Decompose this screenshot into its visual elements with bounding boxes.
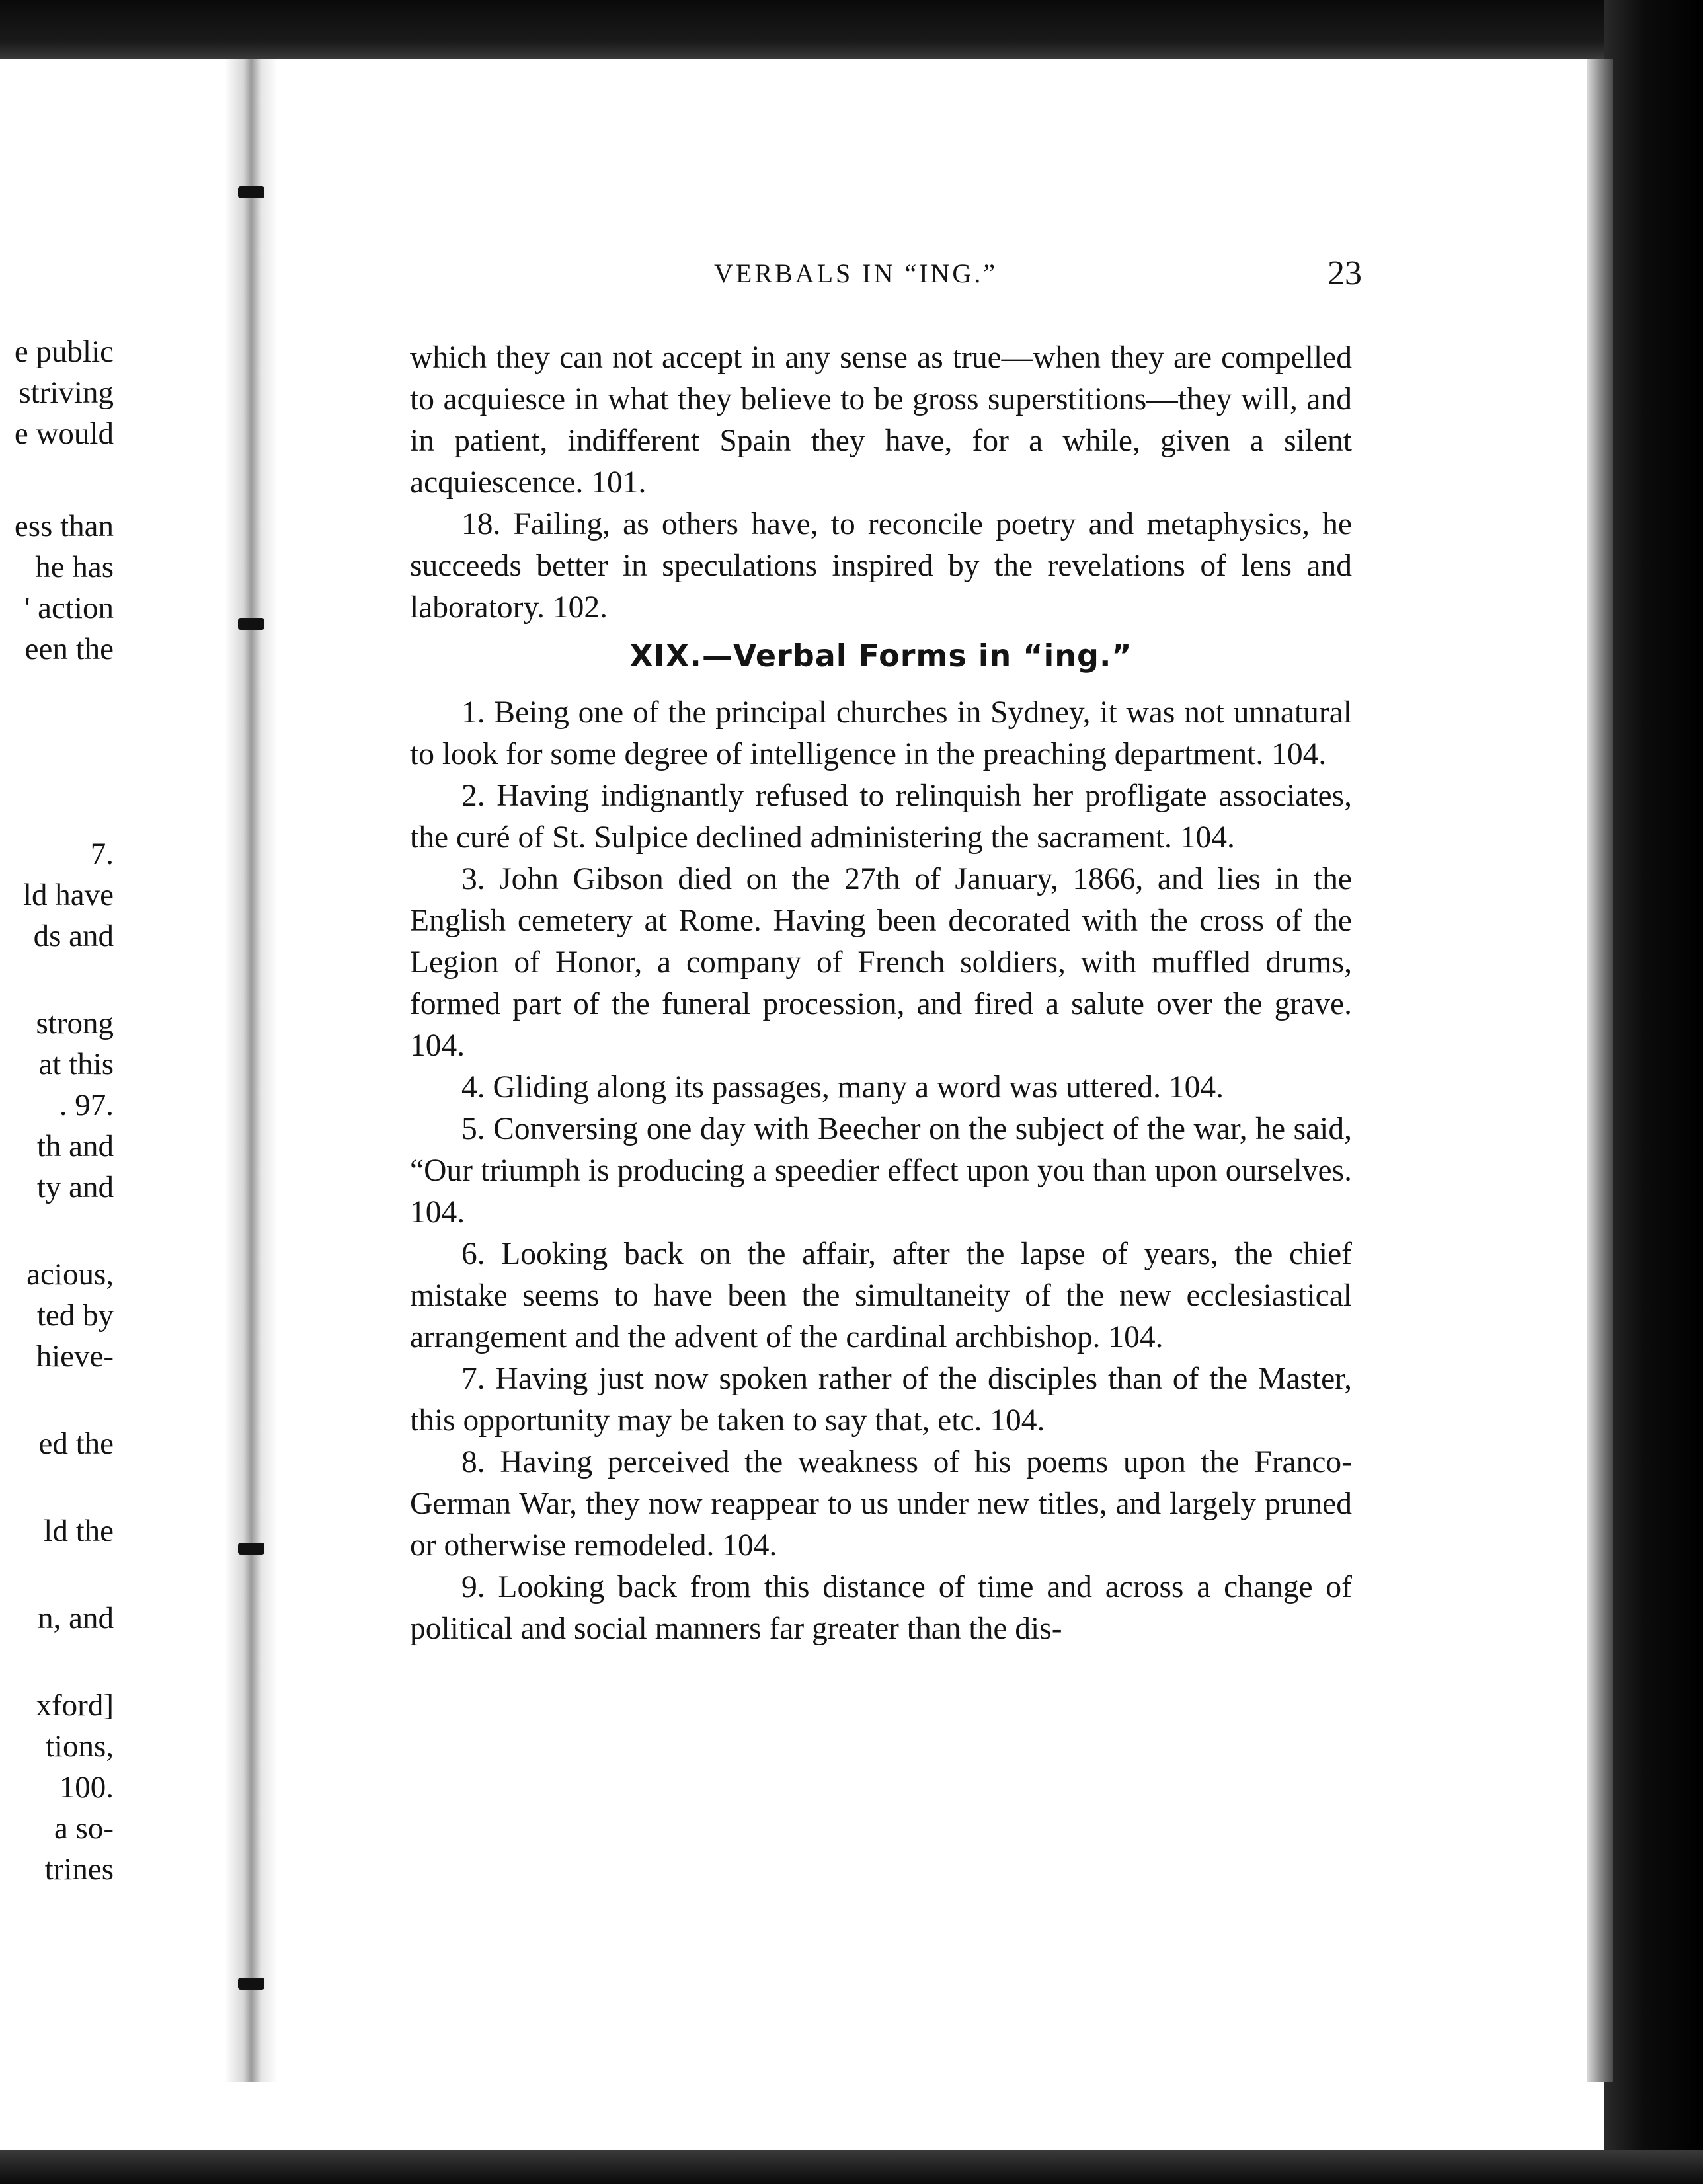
- left-page-line: ' action: [24, 591, 114, 625]
- exercise-item-7: 7. Having just now spoken rather of the disciples than of the Master, this opportunity may be taken to say that, etc. 104.: [410, 1362, 1352, 1438]
- left-page-line: he has: [35, 550, 114, 584]
- exercise-item-5: 5. Conversing one day with Beecher on the subject of the war, he said, “Our triumph is producing a speedier effect upon you than upon ourselves. 104.: [410, 1112, 1352, 1229]
- page-stack-edge: [1587, 59, 1613, 2082]
- left-page-line: ds and: [33, 919, 114, 953]
- binding-stitch: [238, 1543, 264, 1555]
- scan-right-edge: [1604, 0, 1703, 2184]
- left-page-line: ty and: [36, 1170, 114, 1204]
- exercise-item-6: 6. Looking back on the affair, after the lapse of years, the chief mistake seems to have been the simultaneity of the new ecclesiastical arrangement and the advent of the cardinal archbishop. 104.: [410, 1237, 1352, 1354]
- left-page-line: acious,: [26, 1257, 114, 1292]
- exercise-item-1: 1. Being one of the principal churches in Sydney, it was not unnatural to look for some degree of intelligence in the preaching department. 104.: [410, 695, 1352, 771]
- page-body: [410, 337, 1352, 1650]
- numbered-paragraph: 18. Failing, as others have, to reconcile poetry and metaphysics, he succeeds better in speculations inspired by the revelations of lens and laboratory. 102.: [410, 507, 1352, 625]
- binding-stitch: [238, 1978, 264, 1990]
- book-gutter: [225, 59, 278, 2082]
- exercise-item-2: 2. Having indignantly refused to relinquish her profligate associates, the curé of St. Sulpice declined administering the sacrament. 104.: [410, 779, 1352, 855]
- scan-top-edge: [0, 0, 1703, 59]
- left-page-line: ld the: [44, 1514, 114, 1548]
- left-page-line: ld have: [22, 878, 114, 912]
- left-page-line: trines: [44, 1852, 114, 1887]
- left-page-fragment: [0, 334, 119, 1920]
- left-page-line: a so-: [54, 1811, 114, 1846]
- page-number: 23: [1327, 254, 1362, 292]
- left-page-line: striving: [19, 375, 114, 410]
- left-page-line: th and: [36, 1129, 114, 1163]
- left-page-line: ted by: [36, 1298, 114, 1333]
- left-page-line: hieve-: [36, 1339, 114, 1374]
- left-page-line: een the: [24, 632, 114, 666]
- continued-paragraph: which they can not accept in any sense as true—when they are compelled to acquiesce in what they believe to be gross superstitions—they will, and in patient, indifferent Spain they have, for a while, given a silent acquiescence. 101.: [410, 340, 1352, 500]
- left-page-line: e public: [14, 334, 114, 369]
- exercise-item-8: 8. Having perceived the weakness of his poems upon the Franco-German War, they now reappear to us under new titles, and largely pruned or otherwise remodeled. 104.: [410, 1445, 1352, 1563]
- left-page-line: 100.: [59, 1770, 114, 1805]
- binding-stitch: [238, 618, 264, 630]
- left-page-line: xford]: [36, 1688, 114, 1723]
- exercise-item-4: 4. Gliding along its passages, many a word was uttered. 104.: [461, 1070, 1224, 1105]
- running-head: VERBALS IN “ING.”: [714, 258, 998, 288]
- left-page-line: n, and: [38, 1601, 114, 1635]
- section-heading: XIX.—Verbal Forms in “ing.”: [629, 638, 1132, 674]
- left-page-line: at this: [38, 1047, 114, 1081]
- exercise-item-3: 3. John Gibson died on the 27th of January, 1866, and lies in the English cemetery at Rome. Having been decorated with the cross of the Legion of Honor, a company of French soldiers, with muffled drums, formed part of the funeral procession, and fired a salute over the grave. 104.: [410, 862, 1352, 1063]
- exercise-item-9: 9. Looking back from this distance of time and across a change of political and social manners far greater than the dis-: [410, 1570, 1352, 1646]
- left-page-line: strong: [36, 1006, 114, 1040]
- scan-bottom-edge: [0, 2150, 1703, 2184]
- page-header: [423, 254, 1362, 311]
- left-page-line: ess than: [14, 509, 114, 543]
- binding-stitch: [238, 186, 264, 198]
- left-page-line: ed the: [38, 1426, 114, 1461]
- left-page-line: tions,: [45, 1729, 114, 1764]
- left-page-line: . 97.: [59, 1088, 114, 1122]
- left-page-line: 7.: [90, 837, 114, 871]
- left-page-line: e would: [14, 416, 114, 451]
